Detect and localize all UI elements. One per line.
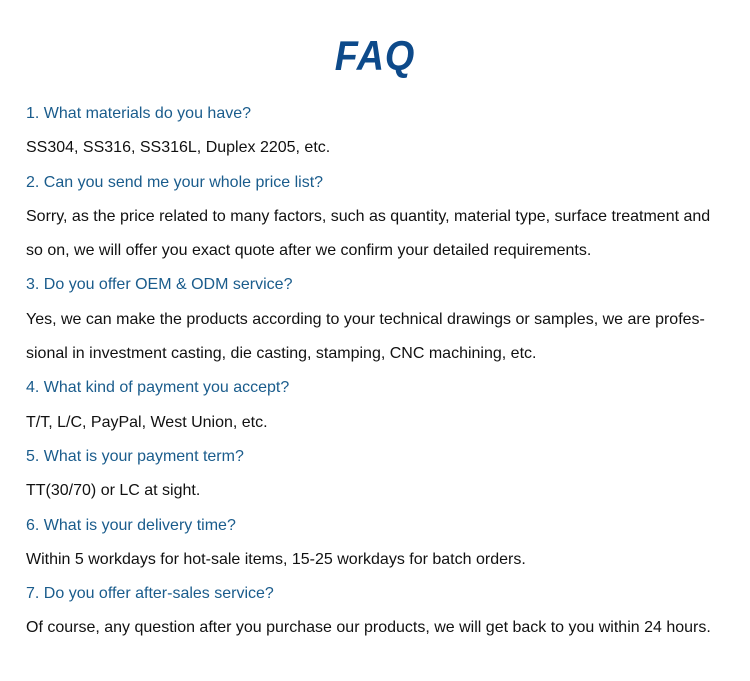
faq-answer-1: SS304, SS316, SS316L, Duplex 2205, etc. — [26, 139, 331, 157]
faq-question-2: 2. Can you send me your whole price list? — [26, 173, 324, 191]
faq-question-7: 7. Do you offer after-sales service? — [26, 585, 274, 603]
faq-answer-3-line-1: Yes, we can make the products according to your technical drawings or samples, we are profes- — [26, 310, 705, 328]
faq-answer-4: T/T, L/C, PayPal, West Union, etc. — [26, 413, 268, 431]
faq-answer-5: TT(30/70) or LC at sight. — [26, 482, 201, 500]
faq-question-3: 3. Do you offer OEM & ODM service? — [26, 276, 293, 294]
faq-question-4: 4. What kind of payment you accept? — [26, 379, 290, 397]
faq-question-1: 1. What materials do you have? — [26, 105, 252, 122]
faq-answer-2-line-1: Sorry, as the price related to many factors, such as quantity, material type, surface treatment and — [26, 207, 711, 225]
faq-question-6: 6. What is your delivery time? — [26, 516, 236, 534]
faq-list — [26, 97, 726, 646]
page-title: FAQ — [334, 32, 416, 79]
faq-answer-6: Within 5 workdays for hot-sale items, 15-25 workdays for batch orders. — [26, 550, 526, 568]
faq-question-5: 5. What is your payment term? — [26, 447, 244, 465]
faq-answer-7: Of course, any question after you purchase our products, we will get back to you within 24 hours. — [26, 619, 711, 637]
faq-answer-2-line-2: so on, we will offer you exact quote after we confirm your detailed requirements. — [26, 242, 592, 260]
faq-answer-3-line-2: sional in investment casting, die casting, stamping, CNC machining, etc. — [26, 345, 537, 363]
